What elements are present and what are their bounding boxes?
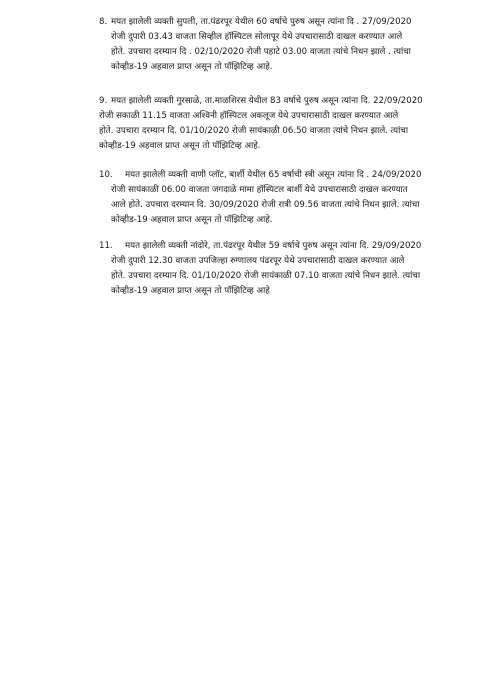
entry-line: कोव्हीड-19 अहवाल प्राप्त असून तो पॉझिटिव्ह आहे. [111,215,273,225]
entry-line: कोव्हीड-19 अहवाल प्राप्त असून तो पॉझिटिव्ह आहे. [111,62,273,72]
entry-number: 8. [99,17,108,27]
entry-line: कोव्हीड-19 अहवाल प्राप्त असून तो पॉझिटिव्ह आहे. [99,141,261,151]
entry-line: मयत झालेली व्यक्ती वाणी प्लॉट, बार्शी येथील 65 वर्षाची स्त्री असून त्यांना दि . 24/09/2020 [125,170,422,180]
entry-line: आले होते. उपचारा दरम्यान दि. 30/09/2020 रोजी रात्री 09.56 वाजता त्यांचे निधन झाले. त्यांचा [111,200,420,210]
entry-line: रोजी दुपारी 12.30 वाजता उपजिल्हा रुग्णालय पंढरपूर येथे उपचारासाठी दाखल करण्यात आले [111,256,405,266]
entry-number: 9. [99,96,108,106]
entry-line: होते. उपचारा दरम्यान दि. 01/10/2020 रोजी सायंकाळी 06.50 वाजता त्यांचे निधन झाले. त्यांचा [99,126,409,136]
entry-line: मयत झालेली व्यक्ती नांदोरे, ता.पंढरपूर येथील 59 वर्षाचे पुरुष असून त्यांना दि. 29/09/2020 [125,241,422,251]
entry-line: रोजी सायंकाळी 06.00 वाजता जगदाळे मामा हॉस्पिटल बार्शी येथे उपचारासाठी दाखल करण्यात [111,185,408,195]
entry-line: रोजी सकाळी 11.15 वाजता अश्विनी हॉस्पिटल अकलूज येथे उपचारासाठी दाखल करण्यात आले [99,111,399,121]
entry-line: होते. उपचारा दरम्यान दि. 01/10/2020 रोजी सायंकाळी 07.10 वाजता त्यांचे निधन झाले. त्यांचा [111,271,421,281]
entry-line: रोजी दुपारी 03.43 वाजता सिव्हील हॉस्पिटल सोलापूर येथे उपचारासाठी दाखल करण्यात आले [111,32,403,42]
entry-line: मयत झालेली व्यक्ती सुपली, ता.पंढरपूर येथील 60 वर्षाचे पुरुष असून त्यांना दि . 27/09/2020 [111,17,412,27]
entry-number: 10. [99,170,113,180]
entry-number: 11. [99,241,113,251]
entry-line: मयत झालेली व्यक्ती गुरसाळे, ता.माळशिरस येथील 83 वर्षाचे पुरुष असून त्यांना दि. 22/09/2020 [111,96,423,106]
entry-line: कोव्हीड-19 अहवाल प्राप्त असून तो पॉझिटिव्ह आहे [111,286,270,296]
entry-line: होते. उपचारा दरम्यान दि . 02/10/2020 रोजी पहाटे 03.00 वाजता त्यांचे निधन झाले . त्यांचा [111,47,411,57]
